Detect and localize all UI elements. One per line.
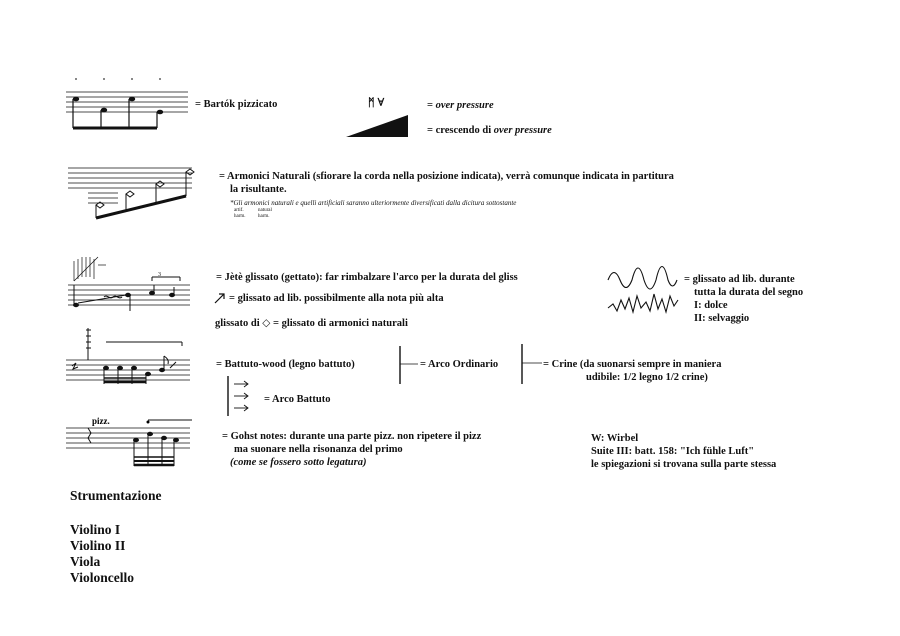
armonici-naturali-line1: = Armonici Naturali (sfiorare la corda nella posizione indicata), verrà comunque indicata in partitura xyxy=(219,171,674,182)
wirbel-line3: le spiegazioni si trovana sulla parte stessa xyxy=(591,459,777,470)
arco-battuto-label: = Arco Battuto xyxy=(264,394,331,405)
arco-ordinario-label: = Arco Ordinario xyxy=(420,359,499,370)
battuto-wood-figure xyxy=(66,326,192,386)
instrument-violino-1: Violino I xyxy=(70,522,121,537)
abbrev-natural: natural harm. xyxy=(258,208,272,219)
glissato-arrow-icon xyxy=(214,292,226,304)
glissato-dolce: I: dolce xyxy=(694,300,728,311)
strumentazione-title: Strumentazione xyxy=(70,488,162,503)
glissato-durata-line2: tutta la durata del segno xyxy=(694,287,804,298)
jete-glissato-label: = Jètè glissato (gettato): far rimbalzare l'arco per la durata del gliss xyxy=(216,272,518,283)
ghost-notes-line3: (come se fossero sotto legatura) xyxy=(230,457,367,468)
pizz-label: pizz. xyxy=(92,416,110,426)
instrument-viola: Viola xyxy=(70,554,101,569)
wirbel-line1: W: Wirbel xyxy=(591,433,639,444)
arco-ordinario-icon xyxy=(398,346,420,386)
ghost-notes-figure xyxy=(66,414,196,470)
armonici-footnote: *Gli armonici naturali e quelli artificiali saranno ulteriormente diversificati dalla dicitura sottostante xyxy=(230,199,517,207)
glissato-selvaggio: II: selvaggio xyxy=(694,313,750,324)
instrument-violino-2: Violino II xyxy=(70,538,126,553)
battuto-wood-label: = Battuto-wood (legno battuto) xyxy=(216,359,355,370)
crine-icon xyxy=(520,344,544,386)
crine-line2: udibile: 1/2 legno 1/2 crine) xyxy=(586,372,708,383)
ghost-notes-line1: = Gohst notes: durante una parte pizz. non ripetere il pizz xyxy=(222,431,482,442)
over-pressure-symbols: ᛗ ∀ xyxy=(368,97,385,109)
over-pressure-label: = over pressure xyxy=(427,100,494,111)
glissato-durata-line1: = glissato ad lib. durante xyxy=(684,274,795,285)
svg-text:3: 3 xyxy=(158,272,161,278)
crescendo-wedge-icon xyxy=(346,115,410,139)
wirbel-line2: Suite III: batt. 158: "Ich fühle Luft" xyxy=(591,446,755,457)
arco-battuto-icon xyxy=(226,376,256,416)
glissato-armonici-label: glissato di ◇ = glissato di armonici naturali xyxy=(215,318,408,329)
glissato-lib-label: = glissato ad lib. possibilmente alla nota più alta xyxy=(229,293,444,304)
bartok-pizzicato-label: = Bartók pizzicato xyxy=(195,99,278,110)
bartok-pizzicato-figure xyxy=(66,78,191,134)
jete-glissato-figure xyxy=(68,255,192,315)
instrument-violoncello: Violoncello xyxy=(70,570,134,585)
armonici-naturali-line2: la risultante. xyxy=(230,184,287,195)
abbrev-artif: artif. harm. xyxy=(234,208,246,219)
crescendo-label: = crescendo di over pressure xyxy=(427,125,552,136)
crine-line1: = Crine (da suonarsi sempre in maniera xyxy=(543,359,722,370)
armonici-naturali-figure xyxy=(68,160,194,220)
glissato-wave-figure xyxy=(606,262,682,318)
ghost-notes-line2: ma suonare nella risonanza del primo xyxy=(234,444,403,455)
